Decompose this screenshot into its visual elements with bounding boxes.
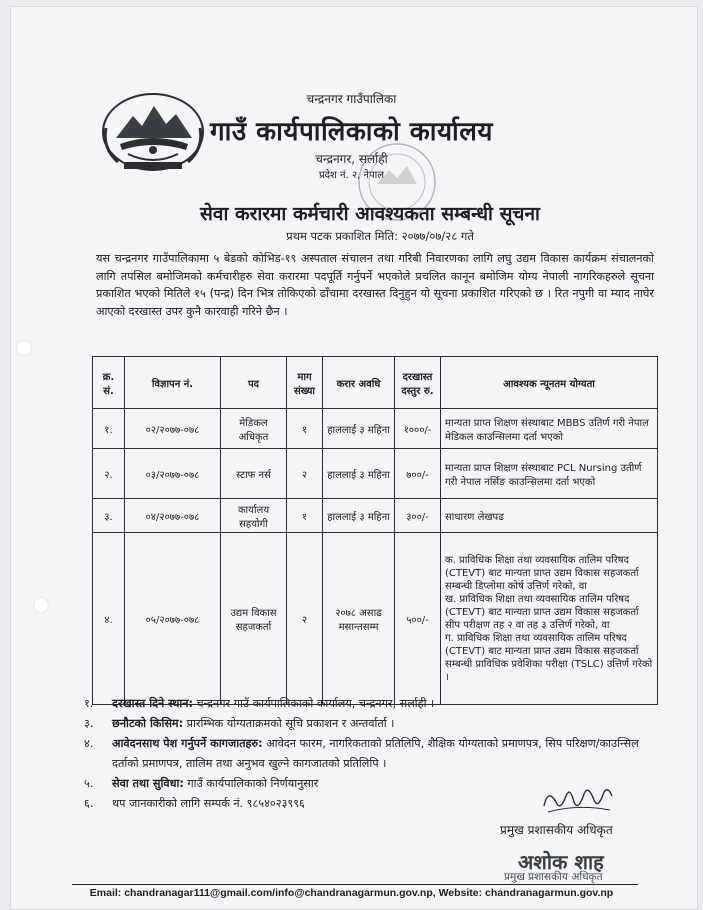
- cell-fee: १०००/-: [395, 409, 441, 449]
- cell-count: २: [287, 533, 323, 705]
- footer-divider: [72, 884, 638, 885]
- cell-period: हाललाई ३ महिना: [323, 409, 395, 449]
- cell-post: स्टाफ नर्स: [221, 449, 287, 499]
- table-row: [93, 409, 658, 449]
- qualification-option: ग. प्राविधिक शिक्षा तथा व्यवसायिक तालिम परिषद (CTEVT) बाट मान्यता प्राप्त उद्यम विकास सहजकर्ता सम्बन्धी प्राविधिक प्रवेशिका परीक्षा (TSLC) उत्तिर्ण गरेको ।: [445, 632, 653, 683]
- cell-post: मेडिकल अधिकृत: [221, 409, 287, 449]
- publication-date: प्रथम पटक प्रकाशित मिति: २०७७/०७/२८ गते: [286, 229, 474, 243]
- cell-ad-number: ०५/२०७७-०७८: [125, 533, 221, 705]
- cell-count: १: [287, 409, 323, 449]
- note-item: [84, 714, 664, 734]
- cell-fee: ३००/-: [395, 499, 441, 533]
- table-row: [93, 449, 658, 499]
- cell-serial: २.: [93, 449, 125, 499]
- note-text: गाउँ कार्यपालिकाको निर्णयानुसार: [183, 777, 319, 790]
- cell-period: हाललाई ३ महिना: [323, 499, 395, 533]
- header-serial: क्र. सं.: [93, 357, 125, 409]
- signatory-role-stamp: प्रमुख प्रशासकीय अधिकृत: [504, 871, 603, 883]
- handwritten-signature: [538, 782, 618, 818]
- note-label: छनौटको किसिम:: [112, 717, 184, 730]
- punch-hole: [16, 340, 32, 356]
- notice-title: सेवा करारमा कर्मचारी आवश्यकता सम्बन्धी सूचना: [200, 203, 540, 225]
- note-text: आवेदन फारम, नागरिकताको प्रतिलिपि, शैक्षिक योग्यताको प्रमाणपत्र, सिप परिक्षण/काउन्सिल दर्ताको प्रमाणपत्र, तालिम तथा अनुभव खुल्ने कागजातको प्रतिलिपि ।: [112, 737, 639, 770]
- cell-qualification: मान्यता प्राप्त शिक्षण संस्थाबाट PCL Nursing उतीर्ण गरी नेपाल नर्सिङ काउन्सिलमा दर्ता भएको: [441, 449, 658, 499]
- signatory-name: अशोक शाह: [518, 850, 604, 874]
- note-label: सेवा तथा सुविधा:: [112, 777, 184, 790]
- office-address: चन्द्रनगर, सर्लाही: [315, 152, 388, 166]
- note-label: दरखास्त दिने स्थान:: [112, 697, 193, 710]
- table-row: [93, 533, 658, 705]
- note-label: आवेदनसाथ पेश गर्नुपर्ने कागजातहरु:: [112, 737, 263, 750]
- note-number: ६.: [84, 797, 94, 810]
- note-text: थप जानकारीको लागि सम्पर्क नं. ९८५४०२३९९६: [112, 797, 305, 810]
- cell-fee: ७००/-: [395, 449, 441, 499]
- signatory-role: प्रमुख प्रशासकीय अधिकृत: [500, 823, 613, 837]
- note-number: ३.: [84, 717, 94, 730]
- cell-qualification: [441, 533, 658, 705]
- cell-ad-number: ०२/२०७७-०७८: [125, 409, 221, 449]
- cell-serial: ४.: [93, 533, 125, 705]
- header-period: करार अवधि: [323, 357, 395, 409]
- note-number: ५.: [84, 777, 94, 790]
- cell-period: हाललाई ३ महिना: [323, 449, 395, 499]
- office-title: गाउँ कार्यपालिकाको कार्यालय: [210, 117, 493, 147]
- header-post: पद: [221, 357, 287, 409]
- cell-count: १: [287, 499, 323, 533]
- cell-count: २: [287, 449, 323, 499]
- vacancy-table: [92, 356, 658, 705]
- cell-ad-number: ०३/२०७७-०७८: [125, 449, 221, 499]
- qualification-option: ख. प्राविधिक शिक्षा तथा व्यवसायिक तालिम परिषद (CTEVT) बाट मान्यता प्राप्त उद्यम विकास सहजकर्ता सीप परीक्षण तह २ वा तह ३ उत्तिर्ण गरेको, वा: [445, 593, 639, 631]
- cell-qualification: साधारण लेखपढ: [441, 499, 658, 533]
- cell-period: २०७८ असाढ मसान्तसम्म: [323, 533, 395, 705]
- note-item: [84, 694, 664, 714]
- punch-hole: [33, 597, 49, 613]
- header-qualification: आवश्यक न्यूनतम योग्यता: [441, 357, 658, 409]
- note-text: चन्द्रनगर गाउँ कार्यपालिकाको कार्यालय, चन्द्रनगर, सर्लाही ।: [193, 697, 435, 710]
- note-item: [84, 734, 664, 774]
- cell-serial: ३.: [93, 499, 125, 533]
- note-text: प्रारम्भिक योग्यताक्रमको सूचि प्रकाशन र अन्तर्वार्ता ।: [183, 717, 395, 730]
- header-fee: दरखास्त दस्तुर रु.: [395, 357, 441, 409]
- header-count: माग संख्या: [287, 357, 323, 409]
- cell-post: उद्यम विकास सहजकर्ता: [221, 533, 287, 705]
- office-province: प्रदेश नं. २, नेपाल: [318, 170, 385, 181]
- qualification-option: क. प्राविधिक शिक्षा तथा व्यवसायिक तालिम परिषद (CTEVT) बाट मान्यता प्राप्त उद्यम विकास सहजकर्ता सम्बन्धी डिप्लोमा कोर्ष उत्तिर्ण गरेको, वा: [445, 554, 639, 592]
- cell-serial: १.: [93, 409, 125, 449]
- notice-body: यस चन्द्रनगर गाउँपालिकामा ५ बेडको कोभिड-१९ अस्पताल संचालन तथा गरिबी निवारणका लागि लघु उद्यम विकास कार्यक्रम संचालनको लागि तपसिल बमोजिमको कर्मचारीहरु सेवा करारमा पदपूर्ति गर्नुपर्ने भएकोले प्रचलित कानून बमोजिम योग्य नेपाली नागरिकहरुले सूचना प्रकाशित भएको मितिले १५ (पन्द्र) दिन भित्र तोकिएको ढाँचामा दरखास्त दिनुहुन यो सूचना प्रकाशित गरिएको छ । रित नपुगी वा म्याद नाघेर आएको दरखास्त उपर कुनै कारवाही गरिने छैन ।: [96, 252, 654, 318]
- footer-contact: Email: chandranagar111@gmail.com/info@chandranagarmun.gov.np, Website: chandranagarmun.gov.np: [89, 887, 614, 899]
- cell-post: कार्यालय सहयोगी: [221, 499, 287, 533]
- note-number: ४.: [84, 737, 94, 750]
- municipality-name: चन्द्रनगर गाउँपालिका: [306, 92, 397, 106]
- cell-fee: ५००/-: [395, 533, 441, 705]
- cell-qualification: मान्यता प्राप्त शिक्षण संस्थाबाट MBBS उतिर्ण गरी नेपाल मेडिकल काउन्सिलमा दर्ता भएको: [441, 409, 658, 449]
- table-row: [93, 499, 658, 533]
- header-ad-number: विज्ञापन नं.: [125, 357, 221, 409]
- note-number: १.: [84, 697, 94, 710]
- cell-ad-number: ०४/२०७७-०७८: [125, 499, 221, 533]
- table-header-row: [93, 357, 658, 409]
